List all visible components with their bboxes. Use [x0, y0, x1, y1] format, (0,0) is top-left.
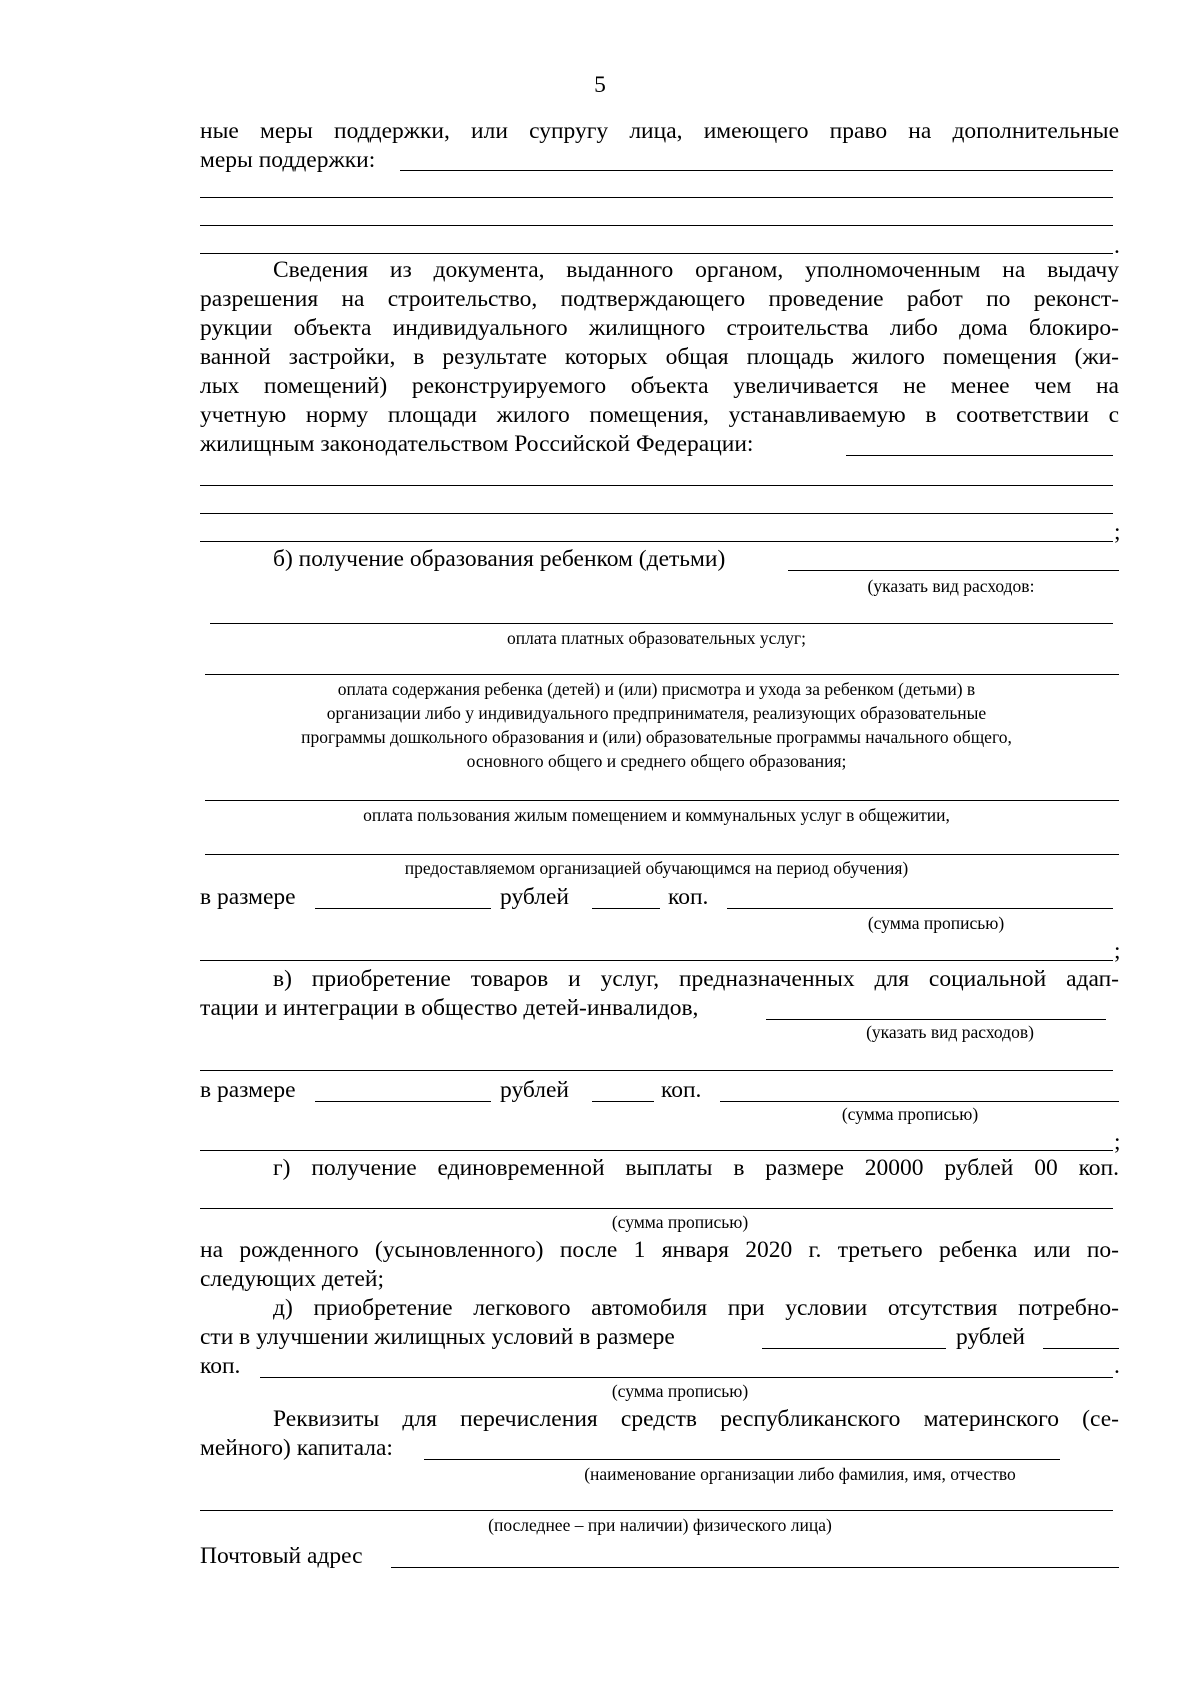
intro-line-2: меры поддержки: [200, 147, 376, 173]
item-v-blank[interactable] [766, 1019, 1106, 1020]
item-v-amount-prefix: в размере [200, 1077, 296, 1103]
item-b-blank[interactable] [788, 570, 1119, 571]
item-b-hint-2: оплата платных образовательных услуг; [507, 628, 806, 648]
requisites-hint-2: (последнее – при наличии) физического лица) [488, 1515, 832, 1535]
reconstruction-line-1: Сведения из документа, выданного органом, уполномоченным на выдачу [273, 257, 1119, 283]
item-b-blank-5[interactable] [205, 854, 1119, 855]
item-d-sum-blank[interactable] [260, 1377, 1113, 1378]
item-b-label: б) получение образования ребенком (детьми) [273, 546, 726, 572]
item-d-rub-blank[interactable] [762, 1348, 946, 1349]
item-b-sum-blank-2[interactable] [200, 960, 1113, 961]
item-b-hint-3c: программы дошкольного образования и (или) образовательные программы начального общего, [301, 727, 1012, 747]
requisites-line-1: Реквизиты для перечисления средств республиканского материнского (се- [273, 1406, 1119, 1432]
page-number: 5 [594, 72, 606, 98]
intro-end-mark: . [1114, 233, 1120, 259]
item-b-sum-blank[interactable] [727, 908, 1113, 909]
item-d-line-1: д) приобретение легкового автомобиля при условии отсутствия потребно- [273, 1295, 1119, 1321]
reconstruction-line-7: жилищным законодательством Российской Федерации: [200, 431, 754, 457]
item-v-blank-2[interactable] [200, 1070, 1113, 1071]
intro-blank-3[interactable] [200, 225, 1113, 226]
item-b-amount-prefix: в размере [200, 884, 296, 910]
reconstruction-line-2: разрешения на строительство, подтверждающего проведение работ по реконст- [200, 286, 1119, 312]
item-g-line-1: г) получение единовременной выплаты в размере 20000 рублей 00 коп. [273, 1155, 1119, 1181]
item-d-kop-blank[interactable] [1043, 1348, 1119, 1349]
item-b-blank-4[interactable] [205, 800, 1119, 801]
reconstruction-blank-1[interactable] [846, 455, 1113, 456]
reconstruction-blank-3[interactable] [200, 513, 1113, 514]
item-b-hint-3b: организации либо у индивидуального предпринимателя, реализующих образовательные [326, 703, 987, 723]
reconstruction-blank-2[interactable] [200, 485, 1113, 486]
item-d-kop: коп. [200, 1353, 241, 1379]
item-b-amount-hint: (сумма прописью) [867, 913, 1005, 933]
item-v-amount-hint: (сумма прописью) [841, 1104, 979, 1124]
item-g-blank[interactable] [200, 1208, 1113, 1209]
requisites-blank-2[interactable] [200, 1510, 1113, 1511]
item-v-hint: (указать вид расходов) [866, 1022, 1034, 1042]
intro-blank-4[interactable] [200, 253, 1113, 254]
intro-line-1: ные меры поддержки, или супругу лица, имеющего право на дополнительные [200, 118, 1119, 144]
reconstruction-line-5: лых помещений) реконструируемого объекта увеличивается не менее чем на [200, 373, 1119, 399]
reconstruction-line-4: ванной застройки, в результате которых общая площадь жилого помещения (жи- [200, 344, 1119, 370]
item-b-hint-3a: оплата содержания ребенка (детей) и (или) присмотра и ухода за ребенком (детьми) в [337, 679, 976, 699]
item-g-amount-hint: (сумма прописью) [611, 1212, 749, 1232]
item-v-line-1: в) приобретение товаров и услуг, предназначенных для социальной адап- [273, 966, 1119, 992]
item-v-sum-blank-2[interactable] [200, 1150, 1113, 1151]
item-b-hint-1: (указать вид расходов: [867, 576, 1035, 596]
item-v-rub-blank[interactable] [315, 1101, 491, 1102]
item-b-end-mark: ; [1114, 938, 1121, 964]
item-v-line-2: тации и интеграции в общество детей-инвалидов, [200, 995, 699, 1021]
item-b-hint-5: предоставляемом организацией обучающимся на период обучения) [404, 858, 909, 878]
reconstruction-line-6: учетную норму площади жилого помещения, устанавливаемую в соответствии с [200, 402, 1119, 428]
item-g-line-2: на рожденного (усыновленного) после 1 января 2020 г. третьего ребенка или по- [200, 1237, 1119, 1263]
requisites-hint-1: (наименование организации либо фамилия, имя, отчество [584, 1464, 1016, 1484]
item-v-kop-blank[interactable] [592, 1101, 654, 1102]
item-b-kop: коп. [668, 884, 709, 910]
item-b-hint-4: оплата пользования жилым помещением и коммунальных услуг в общежитии, [363, 805, 950, 825]
reconstruction-line-3: рукции объекта индивидуального жилищного строительства либо дома блокиро- [200, 315, 1119, 341]
postal-address-label: Почтовый адрес [200, 1543, 363, 1569]
item-d-line-2: сти в улучшении жилищных условий в размере [200, 1324, 675, 1350]
item-b-rub-blank[interactable] [315, 908, 491, 909]
item-v-rub: рублей [500, 1077, 569, 1103]
item-b-rub: рублей [500, 884, 569, 910]
item-v-end-mark: ; [1114, 1129, 1121, 1155]
item-b-hint-3d: основного общего и среднего общего образования; [466, 751, 847, 771]
item-d-amount-hint: (сумма прописью) [611, 1381, 749, 1401]
item-b-kop-blank[interactable] [592, 908, 660, 909]
intro-blank-1[interactable] [400, 170, 1113, 171]
item-v-kop: коп. [661, 1077, 702, 1103]
item-b-blank-2[interactable] [210, 623, 1113, 624]
item-d-end-mark: . [1114, 1353, 1120, 1379]
postal-address-blank[interactable] [391, 1567, 1119, 1568]
item-b-blank-3[interactable] [205, 674, 1119, 675]
item-d-rub: рублей [956, 1324, 1025, 1350]
reconstruction-end-mark: ; [1114, 519, 1121, 545]
item-v-sum-blank[interactable] [720, 1101, 1119, 1102]
requisites-line-2: мейного) капитала: [200, 1435, 393, 1461]
item-g-line-3: следующих детей; [200, 1266, 385, 1292]
reconstruction-blank-4[interactable] [200, 541, 1113, 542]
requisites-blank[interactable] [424, 1459, 1060, 1460]
intro-blank-2[interactable] [200, 197, 1113, 198]
